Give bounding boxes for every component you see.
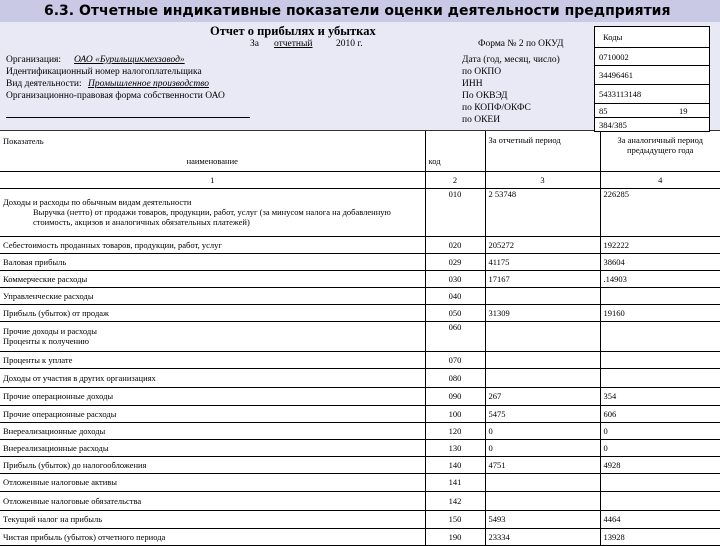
row-code: 080 [425,368,485,387]
row-name-cell [0,491,425,510]
row-previous-value: 0 [600,439,720,456]
row-code: 140 [425,456,485,473]
row-name-cell [0,270,425,287]
row-current-value: 5475 [485,405,600,422]
row-name-cell [0,351,425,368]
report-title: Отчет о прибылях и убытках [210,24,376,38]
row-previous-value [600,351,720,368]
row-name-cell [0,387,425,405]
row-name-cell [0,287,425,304]
row-code: 141 [425,473,485,491]
table-row [0,387,720,405]
row-code: 020 [425,236,485,253]
activity-value: Промышленное производство [88,79,209,89]
col-previous-header: За аналогичный период предыдущего года [600,131,720,171]
col-num-1: 1 [0,171,425,188]
row-code: 010 [425,188,485,236]
row-name-cell [0,405,425,422]
date-label: Дата (год, месяц, число) [462,55,560,65]
row-name-cell [0,510,425,528]
org-label: Организация: [6,55,62,65]
row-name: Валовая прибыль [3,256,67,267]
row-name: Прибыль (убыток) от продаж [3,307,109,318]
row-previous-value [600,321,720,351]
code-okpo: 34496461 [595,65,709,84]
profit-loss-table [0,131,720,546]
row-name: Проценты к уплате [3,354,73,365]
row-previous-value: 606 [600,405,720,422]
row-current-value [485,473,600,491]
code-okopf-b: 19 [679,106,688,116]
table-row [0,422,720,439]
okei-label: по ОКЕИ [462,115,501,125]
row-current-value: 205272 [485,236,600,253]
row-name: Отложенные налоговые активы [3,477,117,487]
row-current-value [485,491,600,510]
inn-short-label: ИНН [462,79,483,89]
table-row [0,405,720,422]
row-current-value [485,287,600,304]
table-row [0,321,720,351]
row-name: Прочие операционные расходы [3,408,117,419]
code-okud: 0710002 [595,47,709,65]
col-num-4: 4 [600,171,720,188]
report-header [0,22,720,131]
table-row [0,439,720,456]
row-name-cell [0,473,425,491]
row-name: Внереализационные расходы [3,442,109,453]
period-year: 2010 г. [336,39,363,49]
row-code: 060 [425,321,485,351]
row-previous-value [600,368,720,387]
row-code: 029 [425,253,485,270]
slide-banner: 6.3. Отчетные индикативные показатели оценки деятельности предприятия [0,0,720,22]
row-code: 030 [425,270,485,287]
okpo-label: по ОКПО [462,67,502,77]
row-name: Коммерческие расходы [3,273,88,284]
org-value: ОАО «Бурильщикмехзавод» [74,55,185,65]
row-code: 050 [425,304,485,321]
row-code: 070 [425,351,485,368]
row-current-value [485,321,600,351]
table-row [0,368,720,387]
row-name-cell [0,456,425,473]
row-current-value: 23334 [485,528,600,545]
col-code-header: код [425,151,485,171]
table-row [0,270,720,287]
row-name-detail: Выручка (нетто) от продажи товаров, продукции, работ, услуг (за минусом налога на добавленную стоимость, акцизов и аналогичных обязательных платежей) [33,207,391,227]
row-code: 100 [425,405,485,422]
row-name: Отложенные налоговые обязательства [3,495,142,506]
row-name-cell [0,236,425,253]
row-name-cell [0,528,425,545]
row-previous-value: 354 [600,387,720,405]
table-row [0,236,720,253]
row-name: Внереализационные доходы [3,425,106,436]
row-previous-value [600,287,720,304]
row-previous-value: 192222 [600,236,720,253]
row-current-value: 267 [485,387,600,405]
row-previous-value: 0 [600,422,720,439]
row-code: 142 [425,491,485,510]
row-name-cell [0,439,425,456]
table-row [0,304,720,321]
signature-line [6,117,250,118]
column-numbers-row [0,171,720,188]
row-name: Прибыль (убыток) до налогообложения [3,459,147,470]
row-current-value: 41175 [485,253,600,270]
col-num-3: 3 [485,171,600,188]
table-row [0,528,720,545]
codes-title: Коды [603,32,623,42]
row-name-cell [0,368,425,387]
row-code: 150 [425,510,485,528]
row-previous-value: 13928 [600,528,720,545]
row-previous-value: 226285 [600,188,720,236]
row-name-cell [0,253,425,270]
row-name: Доходы и расходы по обычным видам деятельности [3,197,192,207]
col-name-header: наименование [0,151,425,171]
activity-label: Вид деятельности: [6,79,82,89]
table-row [0,473,720,491]
row-code: 090 [425,387,485,405]
row-previous-value: 38604 [600,253,720,270]
table-row [0,491,720,510]
row-current-value [485,368,600,387]
code-okopf-a: 85 [599,106,608,116]
row-current-value [485,351,600,368]
row-name: Себестоимость проданных товаров, продукции, работ, услуг [3,239,222,250]
okved-label: По ОКВЭД [462,91,508,101]
row-current-value: 5493 [485,510,600,528]
period-value: отчетный [274,39,313,49]
row-previous-value: 19160 [600,304,720,321]
row-name-detail: Проценты к получению [3,336,89,346]
header-row-1 [0,131,720,151]
row-name: Прочие операционные доходы [3,391,114,401]
codes-box [594,26,710,132]
table-row [0,287,720,304]
table-row [0,253,720,270]
inn-label: Идентификационный номер налогоплательщика [6,67,202,77]
row-name: Доходы от участия в других организациях [3,372,156,383]
row-name: Управленческие расходы [3,290,94,301]
row-code: 040 [425,287,485,304]
col-num-2: 2 [425,171,485,188]
row-current-value: 17167 [485,270,600,287]
row-previous-value: 4464 [600,510,720,528]
row-previous-value [600,491,720,510]
col-indicator-header: Показатель [3,136,44,146]
row-name-cell [0,304,425,321]
row-current-value: 31309 [485,304,600,321]
row-current-value: 0 [485,439,600,456]
okopf-label: по КОПФ/ОКФС [462,103,531,113]
table-row [0,351,720,368]
period-prefix: За [250,39,259,49]
table-row [0,456,720,473]
row-name-cell [0,188,425,236]
row-current-value: 2 53748 [485,188,600,236]
row-current-value: 4751 [485,456,600,473]
col-current-header: За отчетный период [485,131,600,171]
form-label: Форма № 2 по ОКУД [478,39,564,49]
code-okei: 384/385 [595,117,709,131]
row-name-cell [0,321,425,351]
row-previous-value: 4928 [600,456,720,473]
row-code: 130 [425,439,485,456]
row-name: Чистая прибыль (убыток) отчетного периода [3,531,166,542]
row-name: Текущий налог на прибыль [3,514,103,524]
row-name-cell [0,422,425,439]
row-name: Прочие доходы и расходы [3,326,97,336]
row-previous-value: .14903 [600,270,720,287]
code-okopf [595,103,709,117]
legal-form-label: Организационно-правовая форма собственности ОАО [6,91,225,101]
row-current-value: 0 [485,422,600,439]
code-inn: 5433113148 [595,84,709,103]
table-row [0,510,720,528]
row-code: 190 [425,528,485,545]
row-previous-value [600,473,720,491]
row-code: 120 [425,422,485,439]
table-row [0,188,720,236]
